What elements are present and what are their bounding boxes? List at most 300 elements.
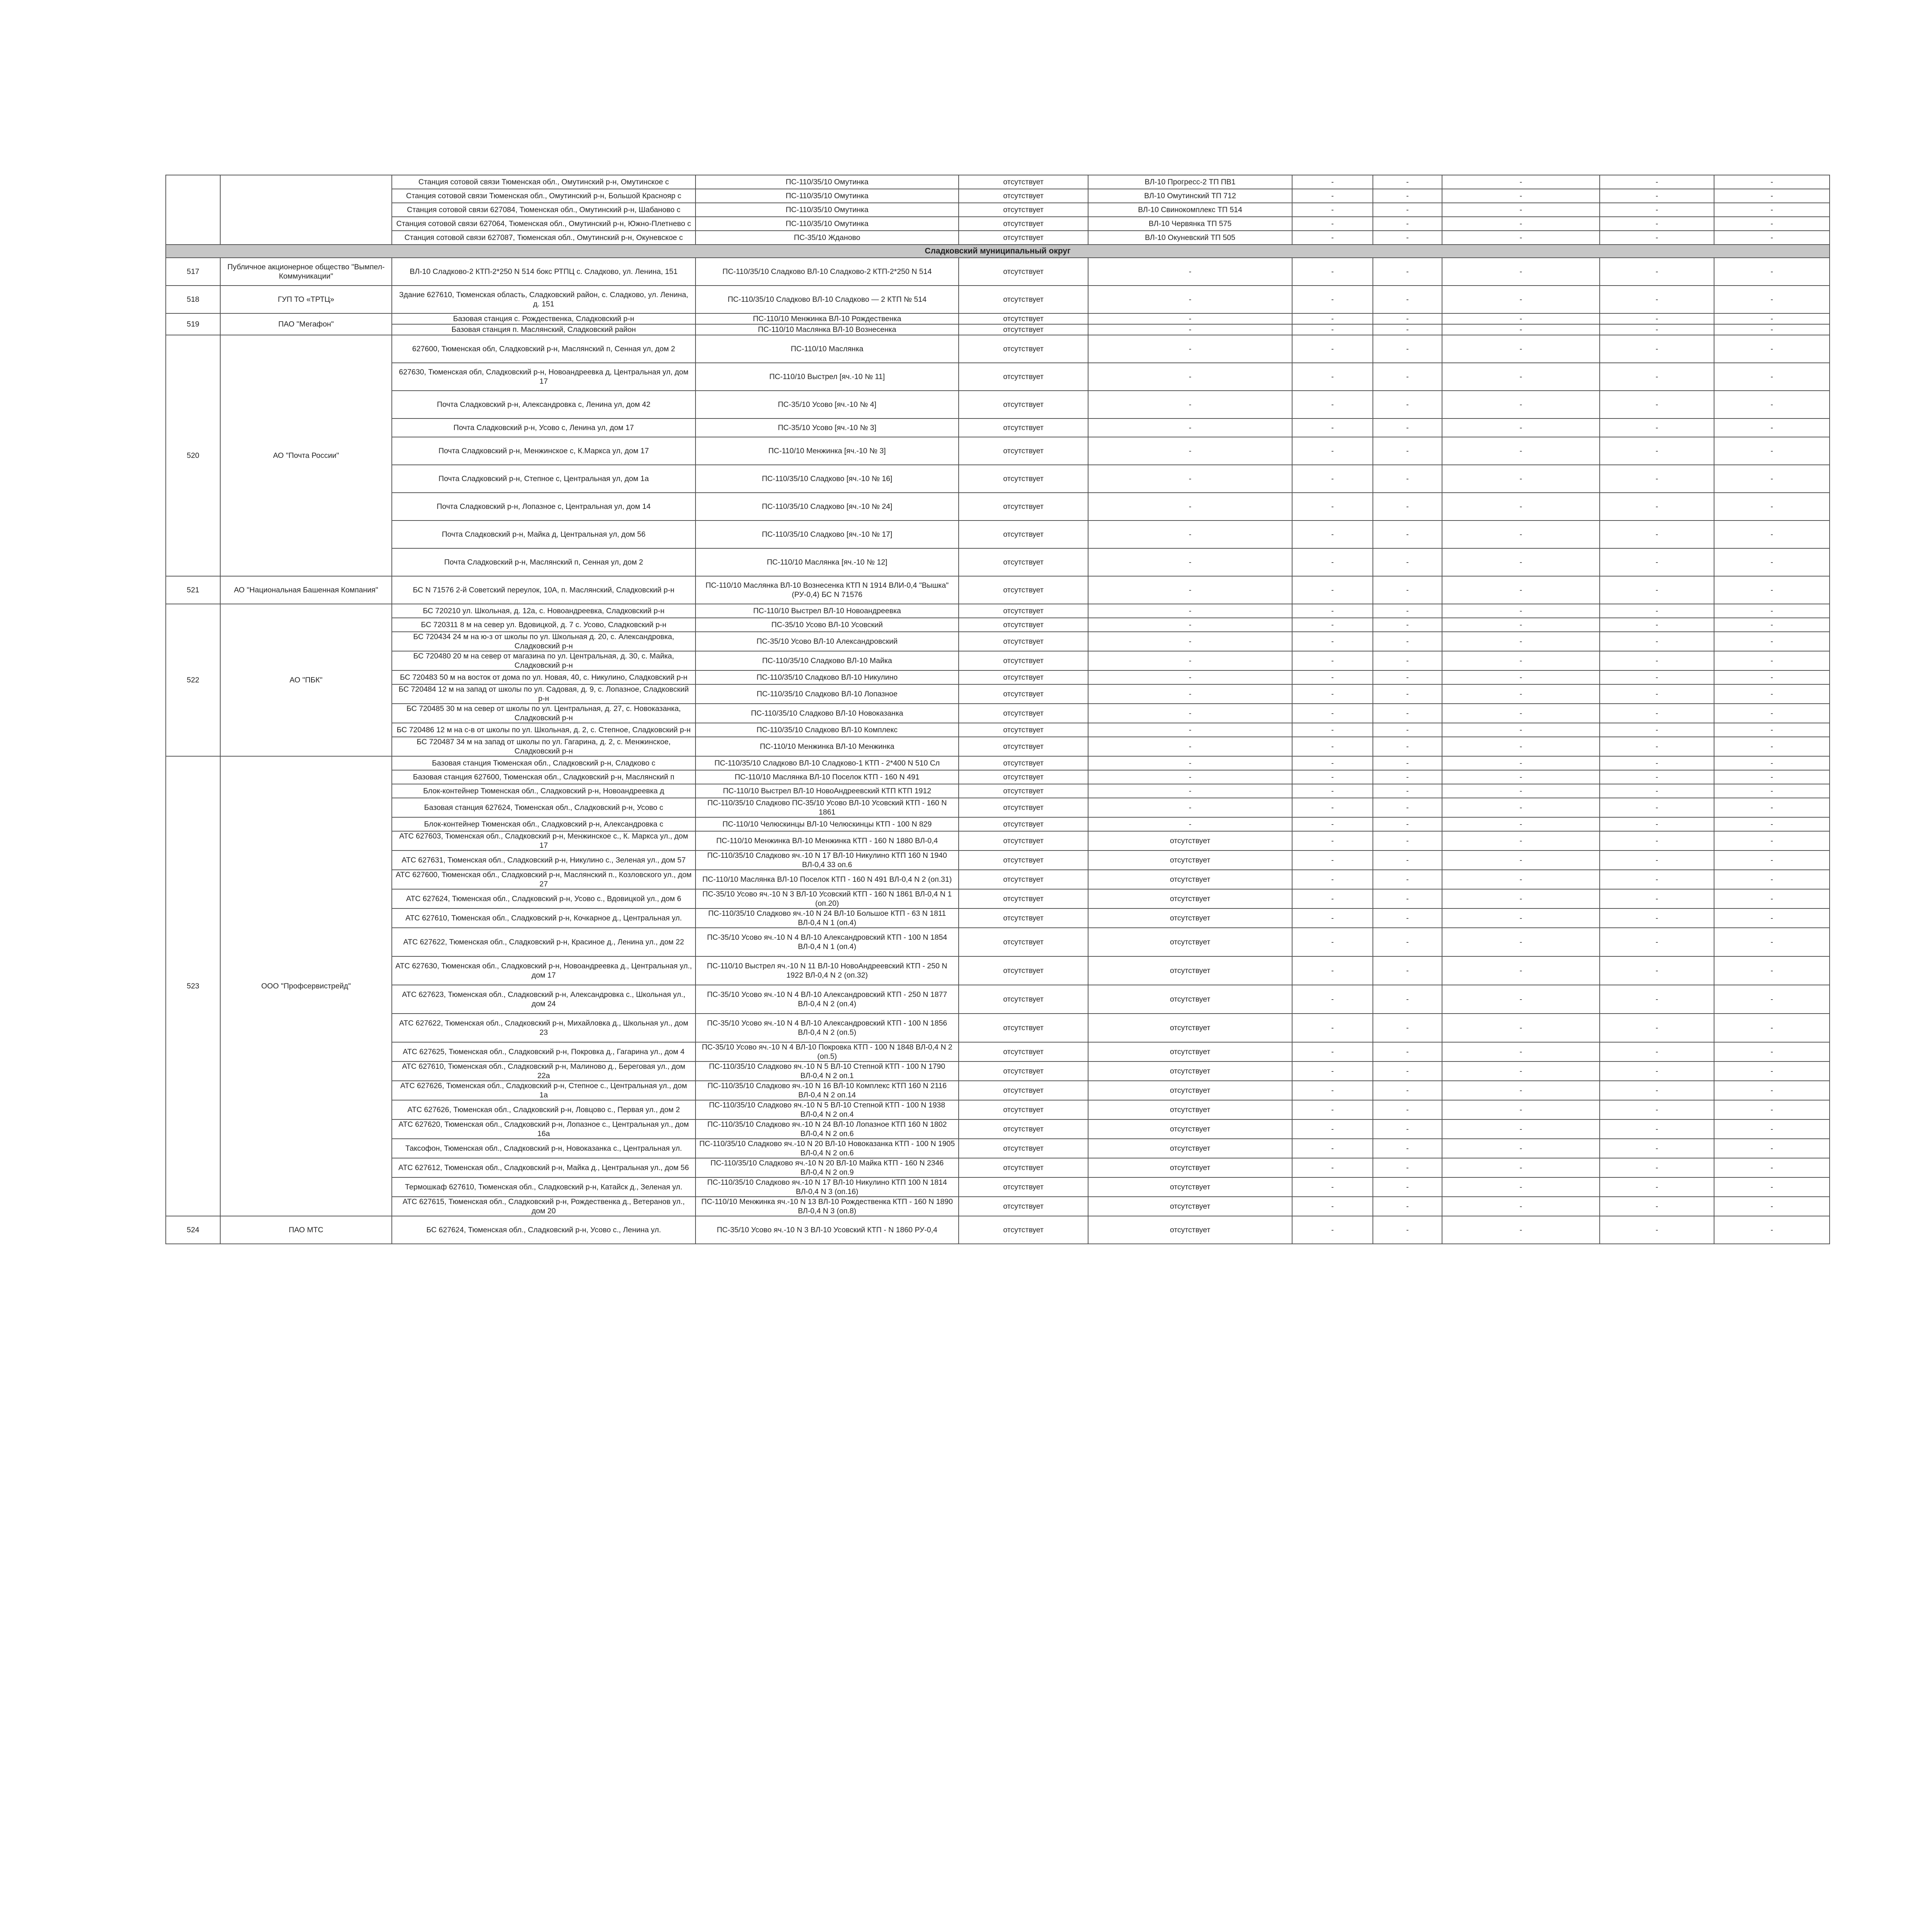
table-row	[166, 632, 1830, 651]
table-row	[166, 189, 1830, 203]
line-cell: отсутствует	[1088, 1061, 1292, 1081]
object-address: АТС 627615, Тюменская обл., Сладковский р-н, Рождественка д., Ветеранов ул., дом 20	[392, 1197, 696, 1216]
dash-cell: -	[1600, 651, 1714, 670]
dash-cell: -	[1442, 651, 1600, 670]
status-cell: отсутствует	[959, 576, 1088, 604]
dash-cell: -	[1292, 985, 1373, 1014]
dash-cell: -	[1442, 520, 1600, 548]
object-address: АТС 627622, Тюменская обл., Сладковский р-н, Михайловка д., Школьная ул., дом 23	[392, 1014, 696, 1042]
dash-cell: -	[1714, 1119, 1830, 1139]
dash-cell: -	[1714, 175, 1830, 189]
dash-cell: -	[1600, 1177, 1714, 1197]
organization-name: АО "ПБК"	[220, 604, 392, 756]
dash-cell: -	[1442, 737, 1600, 756]
dash-cell: -	[1442, 831, 1600, 850]
object-address: АТС 627631, Тюменская обл., Сладковский р-н, Никулино с., Зеленая ул., дом 57	[392, 850, 696, 870]
status-cell: отсутствует	[959, 1158, 1088, 1177]
object-address: БС 720480 20 м на север от магазина по ул. Центральная, д. 30, с. Майка, Сладковский р-н	[392, 651, 696, 670]
status-cell: отсутствует	[959, 618, 1088, 632]
dash-cell: -	[1600, 258, 1714, 286]
power-source: ПС-110/35/10 Сладково [яч.-10 № 24]	[696, 493, 959, 520]
line-cell: -	[1088, 576, 1292, 604]
dash-cell: -	[1292, 520, 1373, 548]
dash-cell: -	[1292, 704, 1373, 723]
object-address: БС 720483 50 м на восток от дома по ул. Новая, 40, с. Никулино, Сладковский р-н	[392, 670, 696, 684]
power-source: ПС-110/35/10 Сладково ВЛ-10 Никулино	[696, 670, 959, 684]
table-row	[166, 576, 1830, 604]
object-address: Базовая станция п. Маслянский, Сладковский район	[392, 324, 696, 335]
dash-cell: -	[1442, 1158, 1600, 1177]
dash-cell: -	[1292, 850, 1373, 870]
object-address: Станция сотовой связи 627064, Тюменская обл., Омутинский р-н, Южно-Плетнево с	[392, 217, 696, 231]
table-row	[166, 1158, 1830, 1177]
table-row	[166, 258, 1830, 286]
dash-cell: -	[1373, 985, 1442, 1014]
dash-cell: -	[1373, 737, 1442, 756]
dash-cell: -	[1442, 723, 1600, 737]
object-address: АТС 627600, Тюменская обл., Сладковский р-н, Маслянский п., Козловского ул., дом 27	[392, 870, 696, 889]
line-cell: -	[1088, 651, 1292, 670]
dash-cell: -	[1373, 520, 1442, 548]
object-address: АТС 627624, Тюменская обл., Сладковский р-н, Усово с., Вдовицкой ул., дом 6	[392, 889, 696, 908]
power-source: ПС-110/35/10 Сладково ВЛ-10 Новоказанка	[696, 704, 959, 723]
dash-cell: -	[1600, 908, 1714, 928]
dash-cell: -	[1442, 258, 1600, 286]
power-source: ПС-110/35/10 Сладково яч.-10 N 17 ВЛ-10 Никулино КТП 160 N 1940 ВЛ-0,4 33 оп.6	[696, 850, 959, 870]
power-source: ПС-110/10 Маслянка ВЛ-10 Поселок КТП - 160 N 491	[696, 770, 959, 784]
table-row	[166, 391, 1830, 418]
dash-cell: -	[1292, 258, 1373, 286]
status-cell: отсутствует	[959, 313, 1088, 324]
data-table	[165, 175, 1830, 1244]
table-row	[166, 465, 1830, 493]
line-cell: -	[1088, 363, 1292, 391]
object-address: Станция сотовой связи Тюменская обл., Омутинский р-н, Большой Краснояр с	[392, 189, 696, 203]
power-source: ПС-110/10 Выстрел ВЛ-10 НовоАндреевский КТП КТП 1912	[696, 784, 959, 798]
organization-name: ГУП ТО «ТРТЦ»	[220, 286, 392, 313]
dash-cell: -	[1442, 418, 1600, 437]
table-row	[166, 651, 1830, 670]
power-source: ПС-110/35/10 Сладково ВЛ-10 Сладково-1 КТП - 2*400 N 510 Сл	[696, 756, 959, 770]
dash-cell: -	[1292, 1042, 1373, 1061]
dash-cell: -	[1292, 798, 1373, 817]
status-cell: отсутствует	[959, 1061, 1088, 1081]
power-source: ПС-110/10 Менжинка ВЛ-10 Рождественка	[696, 313, 959, 324]
dash-cell: -	[1373, 548, 1442, 576]
status-cell: отсутствует	[959, 335, 1088, 363]
object-address: БС 720434 24 м на ю-з от школы по ул. Школьная д. 20, с. Александровка, Сладковский р-н	[392, 632, 696, 651]
line-cell: -	[1088, 670, 1292, 684]
dash-cell: -	[1292, 784, 1373, 798]
dash-cell: -	[1600, 418, 1714, 437]
dash-cell: -	[1373, 1081, 1442, 1100]
dash-cell: -	[1292, 1139, 1373, 1158]
power-source: ПС-110/10 Менжинка ВЛ-10 Менжинка	[696, 737, 959, 756]
dash-cell: -	[1442, 704, 1600, 723]
dash-cell: -	[1714, 363, 1830, 391]
dash-cell: -	[1442, 437, 1600, 465]
organization-name: АО "Почта России"	[220, 335, 392, 576]
dash-cell: -	[1373, 618, 1442, 632]
dash-cell: -	[1373, 870, 1442, 889]
organization-name: АО "Национальная Башенная Компания"	[220, 576, 392, 604]
table-row	[166, 437, 1830, 465]
dash-cell: -	[1292, 632, 1373, 651]
line-cell: отсутствует	[1088, 1042, 1292, 1061]
status-cell: отсутствует	[959, 465, 1088, 493]
power-source: ПС-110/10 Выстрел [яч.-10 № 11]	[696, 363, 959, 391]
power-source: ПС-110/35/10 Сладково яч.-10 N 20 ВЛ-10 Новоказанка КТП - 100 N 1905 ВЛ-0,4 N 2 оп.6	[696, 1139, 959, 1158]
dash-cell: -	[1714, 1158, 1830, 1177]
power-source: ПС-35/10 Усово ВЛ-10 Александровский	[696, 632, 959, 651]
table-row	[166, 313, 1830, 324]
table-row	[166, 850, 1830, 870]
row-number: 519	[166, 313, 220, 335]
dash-cell: -	[1292, 418, 1373, 437]
dash-cell: -	[1442, 1100, 1600, 1119]
power-source: ПС-110/10 Менжинка яч.-10 N 13 ВЛ-10 Рождественка КТП - 160 N 1890 ВЛ-0,4 N 3 (оп.8)	[696, 1197, 959, 1216]
dash-cell: -	[1714, 1139, 1830, 1158]
dash-cell: -	[1292, 1014, 1373, 1042]
dash-cell: -	[1373, 723, 1442, 737]
status-cell: отсутствует	[959, 1100, 1088, 1119]
line-cell: отсутствует	[1088, 1139, 1292, 1158]
dash-cell: -	[1600, 737, 1714, 756]
dash-cell: -	[1600, 1119, 1714, 1139]
dash-cell: -	[1714, 231, 1830, 245]
dash-cell: -	[1442, 985, 1600, 1014]
object-address: Таксофон, Тюменская обл., Сладковский р-н, Новоказанка с., Центральная ул.	[392, 1139, 696, 1158]
object-address: БС 720484 12 м на запад от школы по ул. Садовая, д. 9, с. Лопазное, Сладковский р-н	[392, 684, 696, 704]
status-cell: отсутствует	[959, 870, 1088, 889]
dash-cell: -	[1442, 784, 1600, 798]
dash-cell: -	[1714, 548, 1830, 576]
dash-cell: -	[1600, 520, 1714, 548]
dash-cell: -	[1292, 670, 1373, 684]
table-row	[166, 684, 1830, 704]
status-cell: отсутствует	[959, 889, 1088, 908]
dash-cell: -	[1373, 324, 1442, 335]
object-address: Станция сотовой связи 627087, Тюменская обл., Омутинский р-н, Окуневское с	[392, 231, 696, 245]
dash-cell: -	[1714, 956, 1830, 985]
status-cell: отсутствует	[959, 437, 1088, 465]
object-address: Станция сотовой связи Тюменская обл., Омутинский р-н, Омутинское с	[392, 175, 696, 189]
status-cell: отсутствует	[959, 324, 1088, 335]
dash-cell: -	[1714, 313, 1830, 324]
dash-cell: -	[1600, 1139, 1714, 1158]
dash-cell: -	[1600, 335, 1714, 363]
dash-cell: -	[1600, 798, 1714, 817]
dash-cell: -	[1714, 850, 1830, 870]
dash-cell: -	[1714, 1042, 1830, 1061]
object-address: Станция сотовой связи 627084, Тюменская обл., Омутинский р-н, Шабаново с	[392, 203, 696, 217]
dash-cell: -	[1600, 217, 1714, 231]
line-cell: отсутствует	[1088, 1177, 1292, 1197]
status-cell: отсутствует	[959, 231, 1088, 245]
dash-cell: -	[1600, 313, 1714, 324]
dash-cell: -	[1714, 1100, 1830, 1119]
status-cell: отсутствует	[959, 548, 1088, 576]
power-source: ПС-35/10 Усово яч.-10 N 4 ВЛ-10 Александровский КТП - 250 N 1877 ВЛ-0,4 N 2 (оп.4)	[696, 985, 959, 1014]
dash-cell: -	[1442, 1061, 1600, 1081]
row-number: 517	[166, 258, 220, 286]
object-address: АТС 627625, Тюменская обл., Сладковский р-н, Покровка д., Гагарина ул., дом 4	[392, 1042, 696, 1061]
line-cell: -	[1088, 684, 1292, 704]
dash-cell: -	[1373, 217, 1442, 231]
status-cell: отсутствует	[959, 928, 1088, 956]
dash-cell: -	[1600, 1042, 1714, 1061]
dash-cell: -	[1714, 465, 1830, 493]
dash-cell: -	[1292, 286, 1373, 313]
dash-cell: -	[1442, 231, 1600, 245]
dash-cell: -	[1714, 576, 1830, 604]
object-address: Базовая станция 627600, Тюменская обл., Сладковский р-н, Маслянский п	[392, 770, 696, 784]
dash-cell: -	[1600, 203, 1714, 217]
power-source: ПС-110/35/10 Сладково яч.-10 N 20 ВЛ-10 Майка КТП - 160 N 2346 ВЛ-0,4 N 2 оп.9	[696, 1158, 959, 1177]
status-cell: отсутствует	[959, 604, 1088, 618]
object-address: БС N 71576 2-й Советский переулок, 10А, п. Маслянский, Сладковский р-н	[392, 576, 696, 604]
dash-cell: -	[1373, 908, 1442, 928]
dash-cell: -	[1442, 548, 1600, 576]
table-row	[166, 956, 1830, 985]
organization-name: ПАО "Мегафон"	[220, 313, 392, 335]
status-cell: отсутствует	[959, 1119, 1088, 1139]
line-cell: -	[1088, 632, 1292, 651]
dash-cell: -	[1373, 817, 1442, 831]
table-row	[166, 363, 1830, 391]
dash-cell: -	[1714, 286, 1830, 313]
status-cell: отсутствует	[959, 1177, 1088, 1197]
dash-cell: -	[1442, 618, 1600, 632]
dash-cell: -	[1714, 1081, 1830, 1100]
row-number	[166, 175, 220, 245]
dash-cell: -	[1600, 870, 1714, 889]
dash-cell: -	[1442, 335, 1600, 363]
dash-cell: -	[1600, 850, 1714, 870]
dash-cell: -	[1442, 324, 1600, 335]
dash-cell: -	[1442, 684, 1600, 704]
status-cell: отсутствует	[959, 203, 1088, 217]
table-row	[166, 418, 1830, 437]
line-cell: -	[1088, 493, 1292, 520]
section-title: Сладковский муниципальный округ	[166, 245, 1830, 258]
object-address: АТС 627612, Тюменская обл., Сладковский р-н, Майка д., Центральная ул., дом 56	[392, 1158, 696, 1177]
table-row	[166, 175, 1830, 189]
dash-cell: -	[1373, 189, 1442, 203]
dash-cell: -	[1714, 723, 1830, 737]
status-cell: отсутствует	[959, 632, 1088, 651]
dash-cell: -	[1373, 850, 1442, 870]
dash-cell: -	[1600, 465, 1714, 493]
dash-cell: -	[1714, 817, 1830, 831]
table-row	[166, 870, 1830, 889]
power-source: ПС-110/35/10 Сладково яч.-10 N 16 ВЛ-10 Комплекс КТП 160 N 2116 ВЛ-0,4 N 2 оп.14	[696, 1081, 959, 1100]
dash-cell: -	[1373, 1158, 1442, 1177]
dash-cell: -	[1373, 1042, 1442, 1061]
dash-cell: -	[1442, 1119, 1600, 1139]
dash-cell: -	[1442, 391, 1600, 418]
dash-cell: -	[1600, 391, 1714, 418]
dash-cell: -	[1714, 684, 1830, 704]
dash-cell: -	[1600, 723, 1714, 737]
dash-cell: -	[1714, 798, 1830, 817]
power-source: ПС-35/10 Усово [яч.-10 № 4]	[696, 391, 959, 418]
dash-cell: -	[1714, 203, 1830, 217]
dash-cell: -	[1373, 576, 1442, 604]
dash-cell: -	[1373, 651, 1442, 670]
line-cell: -	[1088, 391, 1292, 418]
table-row	[166, 520, 1830, 548]
table-row	[166, 1216, 1830, 1244]
line-cell: отсутствует	[1088, 1158, 1292, 1177]
dash-cell: -	[1292, 493, 1373, 520]
dash-cell: -	[1292, 313, 1373, 324]
row-number: 521	[166, 576, 220, 604]
dash-cell: -	[1292, 1177, 1373, 1197]
dash-cell: -	[1292, 203, 1373, 217]
object-address: Почта Сладковский р-н, Лопазное с, Центральная ул, дом 14	[392, 493, 696, 520]
status-cell: отсутствует	[959, 1042, 1088, 1061]
table-row	[166, 784, 1830, 798]
dash-cell: -	[1714, 985, 1830, 1014]
dash-cell: -	[1600, 1061, 1714, 1081]
object-address: АТС 627603, Тюменская обл., Сладковский р-н, Менжинское с., К. Маркса ул., дом 17	[392, 831, 696, 850]
dash-cell: -	[1714, 1177, 1830, 1197]
dash-cell: -	[1600, 175, 1714, 189]
line-cell: ВЛ-10 Омутинский ТП 712	[1088, 189, 1292, 203]
dash-cell: -	[1714, 756, 1830, 770]
table-row	[166, 1197, 1830, 1216]
object-address: 627600, Тюменская обл, Сладковский р-н, Маслянский п, Сенная ул, дом 2	[392, 335, 696, 363]
object-address: АТС 627620, Тюменская обл., Сладковский р-н, Лопазное с., Центральная ул., дом 16а	[392, 1119, 696, 1139]
dash-cell: -	[1714, 737, 1830, 756]
dash-cell: -	[1292, 618, 1373, 632]
dash-cell: -	[1714, 1197, 1830, 1216]
object-address: Блок-контейнер Тюменская обл., Сладковский р-н, Александровка с	[392, 817, 696, 831]
status-cell: отсутствует	[959, 756, 1088, 770]
power-source: ПС-110/35/10 Сладково яч.-10 N 24 ВЛ-10 Лопазное КТП 160 N 1802 ВЛ-0,4 N 2 оп.6	[696, 1119, 959, 1139]
status-cell: отсутствует	[959, 1014, 1088, 1042]
dash-cell: -	[1292, 548, 1373, 576]
line-cell: -	[1088, 286, 1292, 313]
dash-cell: -	[1442, 908, 1600, 928]
table-row	[166, 737, 1830, 756]
dash-cell: -	[1600, 231, 1714, 245]
dash-cell: -	[1442, 1216, 1600, 1244]
object-address: АТС 627610, Тюменская обл., Сладковский р-н, Кочкарное д., Центральная ул.	[392, 908, 696, 928]
dash-cell: -	[1714, 618, 1830, 632]
dash-cell: -	[1442, 1042, 1600, 1061]
line-cell: -	[1088, 520, 1292, 548]
dash-cell: -	[1292, 363, 1373, 391]
row-number: 524	[166, 1216, 220, 1244]
dash-cell: -	[1292, 831, 1373, 850]
object-address: БС 627624, Тюменская обл., Сладковский р-н, Усово с., Ленина ул.	[392, 1216, 696, 1244]
dash-cell: -	[1442, 1139, 1600, 1158]
dash-cell: -	[1714, 189, 1830, 203]
line-cell: -	[1088, 817, 1292, 831]
status-cell: отсутствует	[959, 985, 1088, 1014]
object-address: 627630, Тюменская обл, Сладковский р-н, Новоандреевка д, Центральная ул, дом 17	[392, 363, 696, 391]
dash-cell: -	[1714, 493, 1830, 520]
object-address: Почта Сладковский р-н, Степное с, Центральная ул, дом 1а	[392, 465, 696, 493]
table-row	[166, 324, 1830, 335]
line-cell: -	[1088, 313, 1292, 324]
table-row	[166, 217, 1830, 231]
dash-cell: -	[1442, 817, 1600, 831]
object-address: АТС 627610, Тюменская обл., Сладковский р-н, Малиново д., Береговая ул., дом 22а	[392, 1061, 696, 1081]
line-cell: -	[1088, 418, 1292, 437]
dash-cell: -	[1373, 1014, 1442, 1042]
dash-cell: -	[1292, 723, 1373, 737]
dash-cell: -	[1292, 391, 1373, 418]
dash-cell: -	[1600, 670, 1714, 684]
dash-cell: -	[1714, 258, 1830, 286]
status-cell: отсутствует	[959, 670, 1088, 684]
table-row	[166, 231, 1830, 245]
dash-cell: -	[1292, 189, 1373, 203]
line-cell: отсутствует	[1088, 889, 1292, 908]
dash-cell: -	[1600, 928, 1714, 956]
status-cell: отсутствует	[959, 908, 1088, 928]
status-cell: отсутствует	[959, 784, 1088, 798]
table-row	[166, 286, 1830, 313]
dash-cell: -	[1714, 324, 1830, 335]
status-cell: отсутствует	[959, 189, 1088, 203]
organization-name	[220, 175, 392, 245]
dash-cell: -	[1442, 175, 1600, 189]
power-source: ПС-110/35/10 Сладково ВЛ-10 Сладково-2 КТП-2*250 N 514	[696, 258, 959, 286]
power-source: ПС-110/10 Маслянка ВЛ-10 Вознесенка КТП N 1914 ВЛИ-0,4 "Вышка" (РУ-0,4) БС N 71576	[696, 576, 959, 604]
dash-cell: -	[1600, 889, 1714, 908]
dash-cell: -	[1600, 985, 1714, 1014]
status-cell: отсутствует	[959, 956, 1088, 985]
dash-cell: -	[1373, 770, 1442, 784]
dash-cell: -	[1373, 1119, 1442, 1139]
dash-cell: -	[1600, 548, 1714, 576]
power-source: ПС-110/35/10 Сладково [яч.-10 № 16]	[696, 465, 959, 493]
table-row	[166, 1177, 1830, 1197]
dash-cell: -	[1442, 217, 1600, 231]
dash-cell: -	[1600, 604, 1714, 618]
dash-cell: -	[1600, 770, 1714, 784]
dash-cell: -	[1714, 391, 1830, 418]
dash-cell: -	[1373, 1100, 1442, 1119]
dash-cell: -	[1292, 465, 1373, 493]
dash-cell: -	[1600, 286, 1714, 313]
dash-cell: -	[1373, 956, 1442, 985]
dash-cell: -	[1714, 784, 1830, 798]
dash-cell: -	[1600, 756, 1714, 770]
status-cell: отсутствует	[959, 723, 1088, 737]
dash-cell: -	[1373, 175, 1442, 189]
table-row	[166, 928, 1830, 956]
dash-cell: -	[1292, 1158, 1373, 1177]
line-cell: -	[1088, 784, 1292, 798]
line-cell: ВЛ-10 Червянка ТП 575	[1088, 217, 1292, 231]
object-address: АТС 627623, Тюменская обл., Сладковский р-н, Александровка с., Школьная ул., дом 24	[392, 985, 696, 1014]
table-row	[166, 889, 1830, 908]
dash-cell: -	[1442, 1014, 1600, 1042]
dash-cell: -	[1714, 1061, 1830, 1081]
status-cell: отсутствует	[959, 850, 1088, 870]
table-row	[166, 1139, 1830, 1158]
power-source: ПС-35/10 Усово [яч.-10 № 3]	[696, 418, 959, 437]
line-cell: ВЛ-10 Свинокомплекс ТП 514	[1088, 203, 1292, 217]
dash-cell: -	[1292, 217, 1373, 231]
power-source: ПС-110/10 Маслянка ВЛ-10 Вознесенка	[696, 324, 959, 335]
object-address: Почта Сладковский р-н, Менжинское с, К.Маркса ул, дом 17	[392, 437, 696, 465]
